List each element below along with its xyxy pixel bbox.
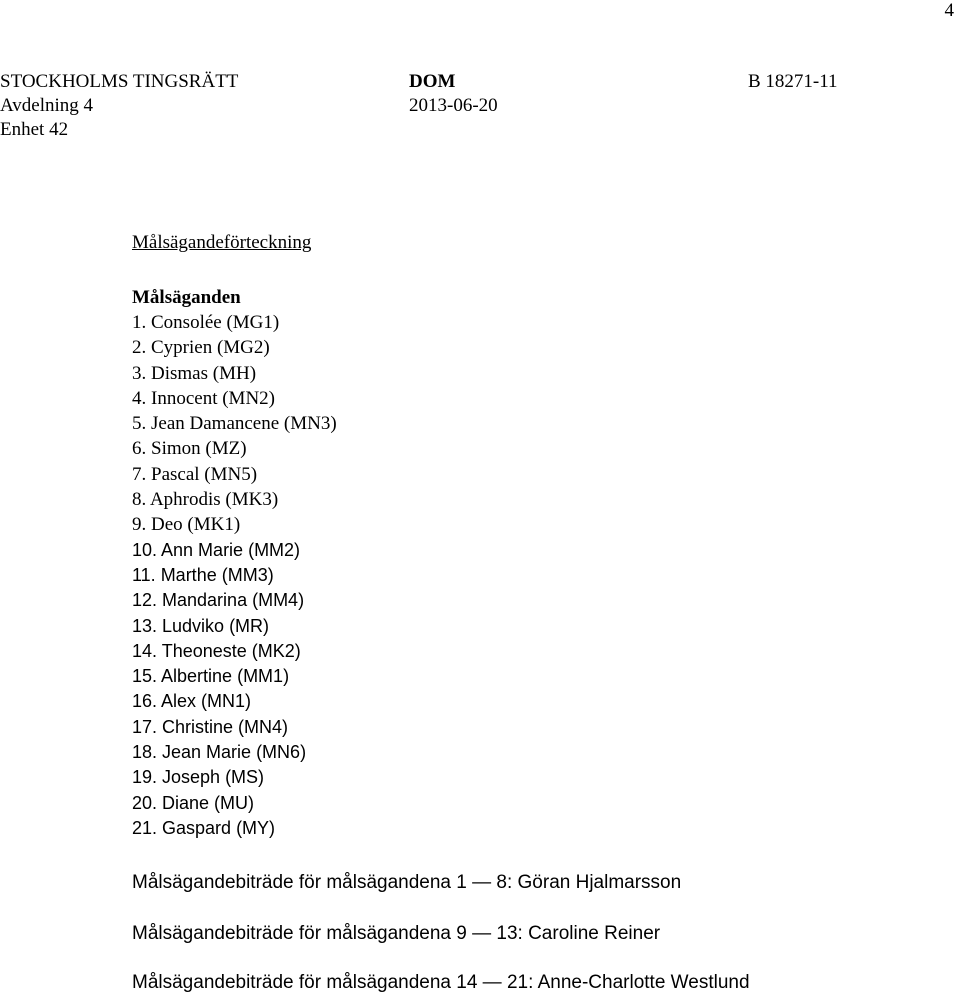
list-item: 5. Jean Damancene (MN3) <box>132 413 337 435</box>
court-department: Avdelning 4 <box>0 95 94 116</box>
plaintiff-list <box>132 310 337 841</box>
document-type: DOM <box>409 71 456 92</box>
page-number: 4 <box>944 0 954 21</box>
list-item: 11. Marthe (MM3) <box>132 564 274 585</box>
list-item: 10. Ann Marie (MM2) <box>132 539 301 560</box>
list-item: 13. Ludviko (MR) <box>132 615 270 636</box>
list-item: 1. Consolée (MG1) <box>132 312 280 333</box>
counsel-line: Målsägandebiträde för målsägandena 9 — 13: Caroline Reiner <box>132 923 661 944</box>
counsel-line: Målsägandebiträde för målsägandena 1 — 8: Göran Hjalmarsson <box>132 872 682 893</box>
court-unit: Enhet 42 <box>0 119 69 140</box>
list-item: 7. Pascal (MN5) <box>132 463 258 485</box>
court-name: STOCKHOLMS TINGSRÄTT <box>0 71 239 92</box>
counsel-line: Målsägandebiträde för målsägandena 14 — 21: Anne-Charlotte Westlund <box>132 972 750 993</box>
list-item: 16. Alex (MN1) <box>132 691 252 712</box>
list-item: 19. Joseph (MS) <box>132 767 265 788</box>
case-number: B 18271-11 <box>748 71 838 92</box>
list-item: 20. Diane (MU) <box>132 792 255 813</box>
list-item: 21. Gaspard (MY) <box>132 817 276 838</box>
list-item: 4. Innocent (MN2) <box>132 387 275 409</box>
list-item: 15. Albertine (MM1) <box>132 666 290 687</box>
document-header <box>0 70 960 150</box>
list-item: 8. Aphrodis (MK3) <box>132 489 279 511</box>
header-document-info <box>409 70 498 118</box>
list-item: 3. Dismas (MH) <box>132 362 257 384</box>
list-item: 2. Cyprien (MG2) <box>132 337 270 359</box>
list-item: 12. Mandarina (MM4) <box>132 590 305 611</box>
header-case-info <box>748 70 838 94</box>
document-date: 2013-06-20 <box>409 95 498 116</box>
section-heading: Målsäganden <box>132 287 241 308</box>
list-title: Målsägandeförteckning <box>132 232 312 253</box>
list-item: 14. Theoneste (MK2) <box>132 640 301 661</box>
list-item: 17. Christine (MN4) <box>132 716 289 737</box>
list-item: 9. Deo (MK1) <box>132 514 241 536</box>
list-item: 6. Simon (MZ) <box>132 438 247 460</box>
header-court-info <box>0 70 238 142</box>
list-item: 18. Jean Marie (MN6) <box>132 742 307 763</box>
